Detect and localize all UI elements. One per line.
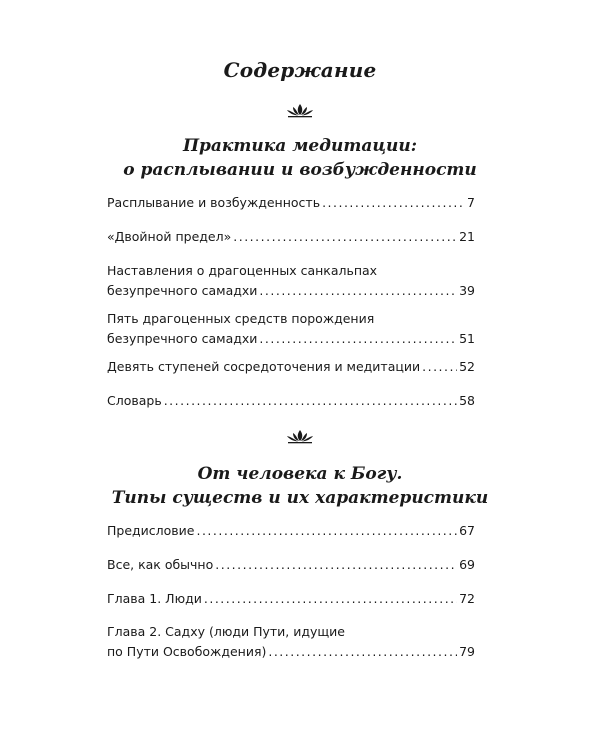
dot-leader: [268, 642, 457, 662]
toc-page-number: 7: [467, 195, 475, 210]
toc-page-number: 39: [459, 283, 475, 298]
dot-leader: [322, 193, 465, 213]
section-title-line: Типы существ и их характеристики: [111, 488, 489, 508]
toc-entry-title: Девять ступеней сосредоточения и медитации: [107, 359, 421, 374]
toc-entry-title: Глава 1. Люди: [107, 591, 202, 606]
toc-page-number: 69: [459, 557, 475, 572]
toc-page-number: 21: [459, 229, 475, 244]
toc-entry-title: Глава 2. Садху (люди Пути, идущие: [107, 624, 346, 639]
toc-entry-title: «Двойной предел»: [107, 229, 232, 244]
toc-entry[interactable]: [107, 521, 475, 541]
section-title-line: Практика медитации:: [182, 136, 418, 156]
toc-entry[interactable]: [107, 622, 475, 662]
toc-entry-title-continued: по Пути Освобождения): [107, 644, 267, 659]
toc-entry-title: Словарь: [107, 393, 162, 408]
toc-entry-title-continued: безупречного самадхи: [107, 283, 258, 298]
dot-leader: [422, 357, 457, 377]
section-title-line: о расплывании и возбужденности: [123, 160, 477, 180]
section-title-line: От человека к Богу.: [197, 464, 403, 484]
dot-leader: [215, 555, 457, 575]
toc-page-number: 79: [459, 644, 475, 659]
toc-entry-title-continued: безупречного самадхи: [107, 331, 258, 346]
toc-entry-title: Расплывание и возбужденность: [107, 195, 321, 210]
section-title-meditation: [0, 134, 600, 182]
dot-leader: [196, 521, 457, 541]
toc-entry[interactable]: [107, 589, 475, 609]
toc-page-number: 51: [459, 331, 475, 346]
lotus-ornament-icon: [282, 428, 318, 444]
dot-leader: [259, 329, 457, 349]
toc-entry[interactable]: [107, 261, 475, 301]
dot-leader: [233, 227, 457, 247]
toc-entry[interactable]: [107, 227, 475, 247]
toc-entry-title: Предисловие: [107, 523, 195, 538]
dot-leader: [259, 281, 457, 301]
toc-page-number: 67: [459, 523, 475, 538]
toc-entry[interactable]: [107, 391, 475, 411]
toc-entry[interactable]: [107, 555, 475, 575]
dot-leader: [204, 589, 457, 609]
section-title-human-to-god: [0, 462, 600, 510]
toc-entry-title: Все, как обычно: [107, 557, 214, 572]
toc-entry[interactable]: [107, 193, 475, 213]
toc-page-number: 52: [459, 359, 475, 374]
toc-entry[interactable]: [107, 309, 475, 349]
lotus-ornament-icon: [282, 102, 318, 118]
toc-entry-title: Пять драгоценных средств порождения: [107, 311, 375, 326]
toc-entry-title: Наставления о драгоценных санкальпах: [107, 263, 378, 278]
toc-page-number: 58: [459, 393, 475, 408]
toc-entry[interactable]: [107, 357, 475, 377]
dot-leader: [164, 391, 457, 411]
page-title: Содержание: [223, 58, 377, 82]
toc-page-number: 72: [459, 591, 475, 606]
